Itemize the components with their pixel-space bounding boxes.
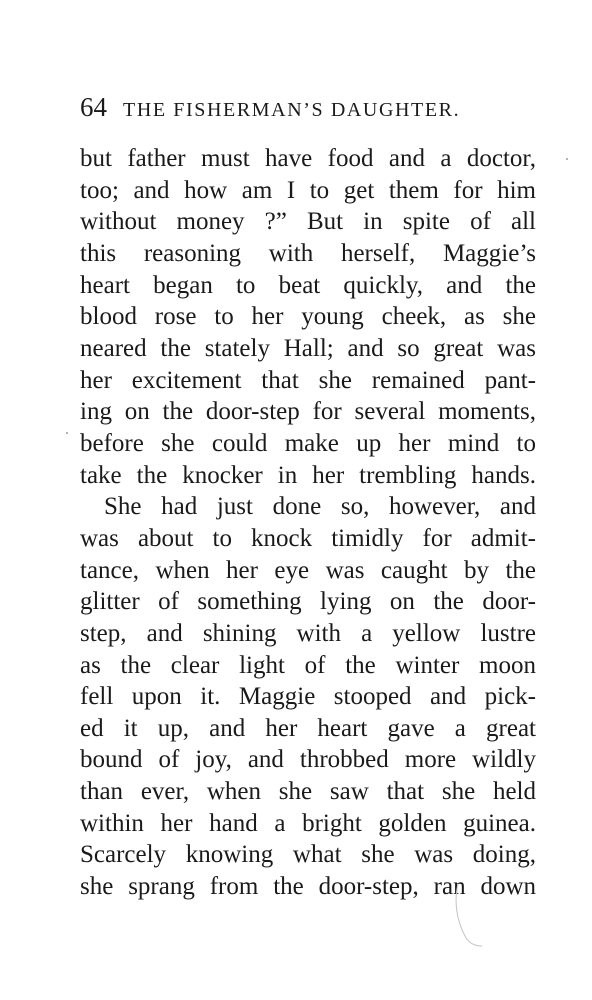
text-line: than ever, when she saw that she held [80, 778, 536, 806]
paper-speck [66, 432, 68, 434]
page-number: 64 [80, 92, 107, 122]
text-line: too; and how am I to get them for him [80, 176, 536, 204]
text-line: take the knocker in her trembling hands. [80, 461, 536, 489]
text-line: without money ?” But in spite of all [80, 208, 536, 236]
text-line: ing on the door-step for several moments, [80, 398, 536, 426]
paper-blemish [450, 880, 510, 950]
text-line: her excitement that she remained pant- [80, 366, 536, 394]
text-line: neared the stately Hall; and so great was [80, 334, 536, 362]
body-text [80, 143, 536, 903]
paper-speck [566, 158, 568, 160]
running-title: THE FISHERMAN’S DAUGHTER. [123, 99, 461, 121]
text-line: within her hand a bright golden guinea. [80, 809, 536, 837]
text-line: was about to knock timidly for admit- [80, 524, 536, 552]
text-line: fell upon it. Maggie stooped and pick- [80, 683, 536, 711]
text-line: step, and shining with a yellow lustre [80, 619, 536, 647]
text-line: bound of joy, and throbbed more wildly [80, 746, 536, 774]
paragraph-start-line: She had just done so, however, and [104, 493, 536, 521]
text-line: before she could make up her mind to [80, 429, 536, 457]
text-line: she sprang from the door-step, ran down [80, 873, 536, 901]
running-head [80, 92, 540, 124]
text-line: tance, when her eye was caught by the [80, 556, 536, 584]
text-line: glitter of something lying on the door- [80, 588, 536, 616]
text-line: heart began to beat quickly, and the [80, 271, 536, 299]
text-line: ed it up, and her heart gave a great [80, 714, 536, 742]
text-line: as the clear light of the winter moon [80, 651, 536, 679]
text-line: this reasoning with herself, Maggie’s [80, 239, 536, 267]
text-line: Scarcely knowing what she was doing, [80, 841, 536, 869]
text-line: blood rose to her young cheek, as she [80, 303, 536, 331]
text-line: but father must have food and a doctor, [80, 145, 536, 172]
